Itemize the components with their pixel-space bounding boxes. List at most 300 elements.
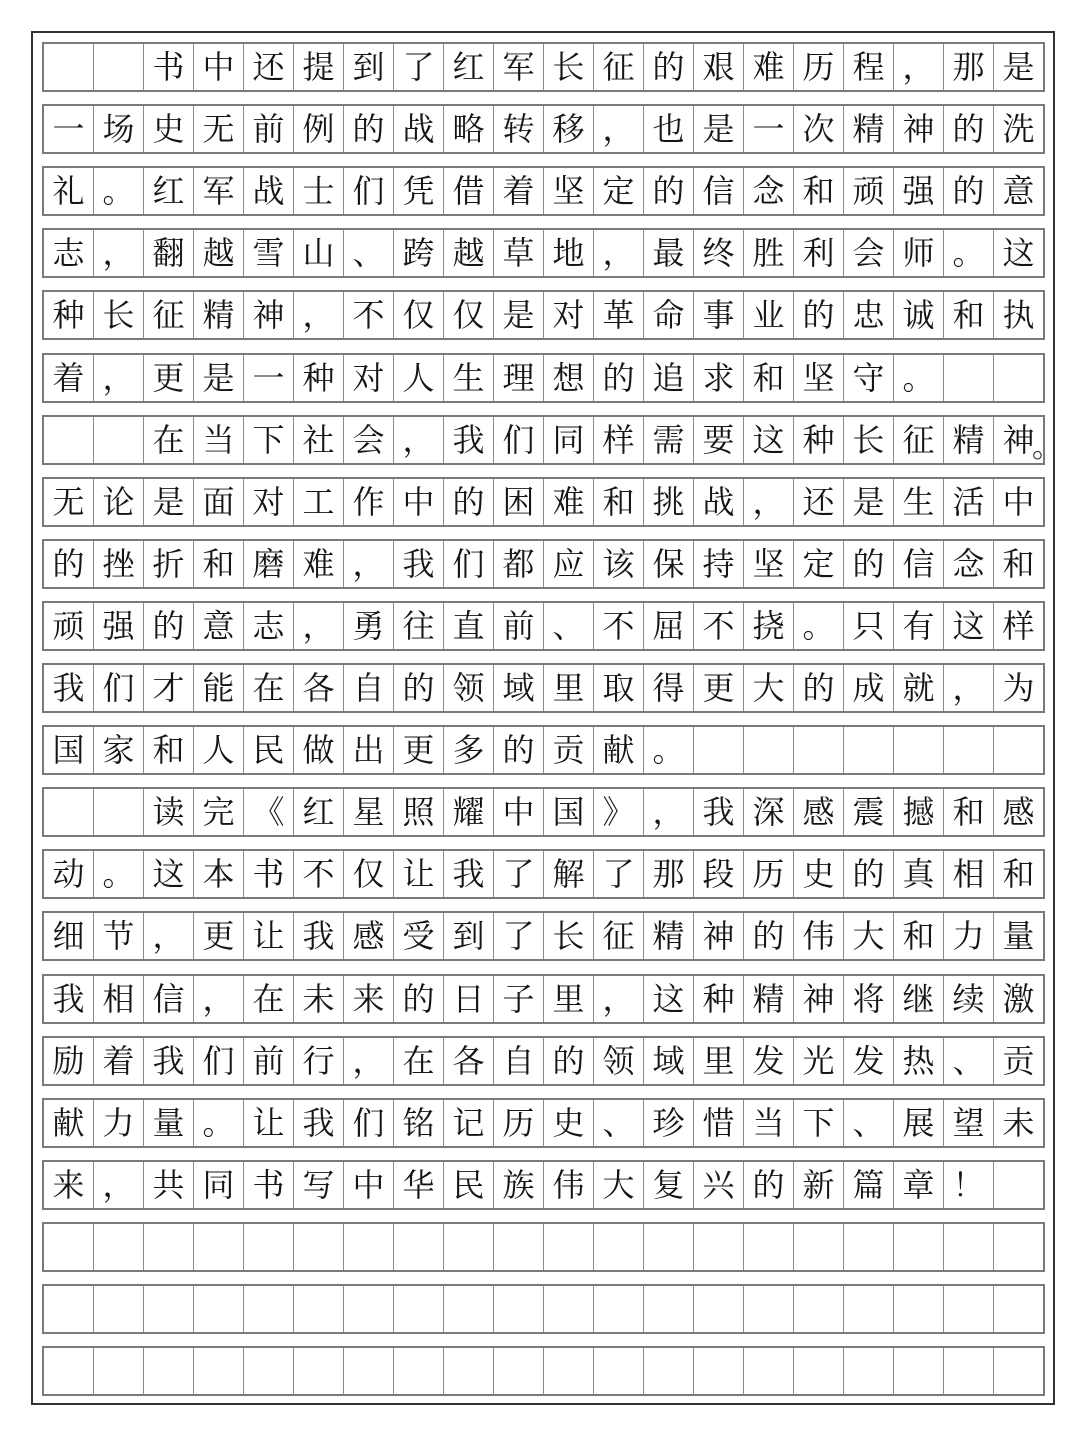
grid-cell: 下 <box>244 417 294 463</box>
grid-cell: 的 <box>394 976 444 1022</box>
grid-cell: 坚 <box>744 541 794 587</box>
grid-cell: 事 <box>694 292 744 338</box>
grid-cell: ， <box>394 417 444 463</box>
grid-cell: 人 <box>394 355 444 401</box>
grid-cell <box>394 1348 444 1394</box>
grid-cell: 》 <box>594 789 644 835</box>
grid-cell <box>444 1348 494 1394</box>
grid-cell: 史 <box>144 106 194 152</box>
grid-cell: 追 <box>644 355 694 401</box>
grid-cell <box>44 1348 94 1394</box>
grid-cell: 胜 <box>744 230 794 276</box>
grid-cell: 共 <box>144 1162 194 1208</box>
grid-cell: 动 <box>44 851 94 897</box>
grid-cell: 力 <box>94 1100 144 1146</box>
grid-cell: 红 <box>144 168 194 214</box>
grid-cell: 还 <box>244 44 294 90</box>
grid-cell <box>194 1286 244 1332</box>
grid-cell: 大 <box>594 1162 644 1208</box>
grid-cell <box>994 1348 1043 1394</box>
grid-cell: 和 <box>744 355 794 401</box>
grid-cell: 长 <box>844 417 894 463</box>
grid-cell: 。 <box>194 1100 244 1146</box>
grid-cell: 我 <box>694 789 744 835</box>
grid-cell: 战 <box>394 106 444 152</box>
grid-cell: ， <box>94 230 144 276</box>
grid-cell: 更 <box>144 355 194 401</box>
grid-cell: 不 <box>294 851 344 897</box>
grid-cell: 那 <box>944 44 994 90</box>
grid-cell: 。 <box>644 727 694 773</box>
overflow-punctuation: 。 <box>1032 430 1062 465</box>
grid-cell: 的 <box>644 44 694 90</box>
grid-row <box>42 601 1045 651</box>
grid-cell: 受 <box>394 913 444 959</box>
grid-cell: 转 <box>494 106 544 152</box>
grid-cell: 献 <box>594 727 644 773</box>
grid-cell: 要 <box>694 417 744 463</box>
grid-cell: 新 <box>794 1162 844 1208</box>
grid-cell: 各 <box>444 1038 494 1084</box>
grid-cell: 种 <box>794 417 844 463</box>
grid-cell: 难 <box>294 541 344 587</box>
grid-cell: 让 <box>394 851 444 897</box>
grid-cell: 书 <box>244 1162 294 1208</box>
grid-cell: 和 <box>1002 545 1035 583</box>
grid-cell: 革 <box>594 292 644 338</box>
grid-cell: 是 <box>694 106 744 152</box>
grid-cell <box>894 1348 944 1394</box>
grid-cell: 做 <box>294 727 344 773</box>
grid-cell <box>244 1286 294 1332</box>
grid-cell <box>44 417 94 463</box>
grid-cell: ， <box>344 1038 394 1084</box>
grid-row <box>42 1346 1045 1396</box>
grid-cell <box>994 1162 1043 1208</box>
grid-cell: 感 <box>794 789 844 835</box>
grid-cell: ， <box>644 789 694 835</box>
grid-cell <box>994 1224 1043 1270</box>
grid-cell: 励 <box>44 1038 94 1084</box>
grid-cell: 的 <box>444 479 494 525</box>
grid-cell: 社 <box>294 417 344 463</box>
grid-cell: 种 <box>694 976 744 1022</box>
grid-cell: 生 <box>444 355 494 401</box>
grid-cell: 会 <box>844 230 894 276</box>
grid-cell: 才 <box>144 665 194 711</box>
grid-cell: 的 <box>644 168 694 214</box>
grid-cell: 的 <box>44 541 94 587</box>
grid-cell: 发 <box>844 1038 894 1084</box>
grid-cell: 来 <box>44 1162 94 1208</box>
grid-cell <box>844 1224 894 1270</box>
grid-cell: 更 <box>194 913 244 959</box>
grid-cell: 篇 <box>844 1162 894 1208</box>
grid-cell <box>144 1348 194 1394</box>
grid-cell: 撼 <box>894 789 944 835</box>
grid-cell: 忠 <box>844 292 894 338</box>
grid-cell: 们 <box>344 1100 394 1146</box>
grid-cell: 日 <box>444 976 494 1022</box>
grid-cell: 生 <box>894 479 944 525</box>
grid-cell: 的 <box>594 355 644 401</box>
grid-cell: 难 <box>744 44 794 90</box>
grid-cell: 征 <box>894 417 944 463</box>
grid-cell <box>294 1286 344 1332</box>
grid-cell: 伟 <box>544 1162 594 1208</box>
grid-cell <box>594 1348 644 1394</box>
grid-cell: 诚 <box>894 292 944 338</box>
grid-cell: 是 <box>144 479 194 525</box>
grid-cell: 战 <box>694 479 744 525</box>
grid-cell: 顽 <box>44 603 94 649</box>
grid-cell: 命 <box>644 292 694 338</box>
grid-cell: 是 <box>844 479 894 525</box>
grid-cell: ， <box>894 44 944 90</box>
grid-cell <box>494 1348 544 1394</box>
grid-cell: 更 <box>694 665 744 711</box>
grid-cell: 着 <box>494 168 544 214</box>
grid-cell: 伟 <box>794 913 844 959</box>
grid-cell: 的 <box>794 292 844 338</box>
grid-cell: 难 <box>544 479 594 525</box>
grid-cell <box>294 1348 344 1394</box>
grid-cell: 对 <box>244 479 294 525</box>
grid-cell: 当 <box>194 417 244 463</box>
grid-cell: 和 <box>794 168 844 214</box>
grid-cell: 。 <box>894 355 944 401</box>
grid-cell: 越 <box>194 230 244 276</box>
grid-cell <box>894 1286 944 1332</box>
grid-cell: 还 <box>794 479 844 525</box>
grid-cell <box>94 1224 144 1270</box>
grid-row <box>42 1222 1045 1272</box>
grid-cell: 坚 <box>794 355 844 401</box>
grid-row <box>42 539 1045 589</box>
grid-cell: 为 <box>1002 669 1035 707</box>
grid-cell: 到 <box>344 44 394 90</box>
grid-cell: 和 <box>144 727 194 773</box>
grid-row <box>42 974 1045 1024</box>
grid-row <box>42 1098 1045 1148</box>
grid-cell: 展 <box>894 1100 944 1146</box>
grid-cell: 兴 <box>694 1162 744 1208</box>
grid-cell: 精 <box>844 106 894 152</box>
grid-cell: ， <box>144 913 194 959</box>
grid-cell: 更 <box>394 727 444 773</box>
grid-cell <box>444 1286 494 1332</box>
grid-cell: 一 <box>744 106 794 152</box>
grid-cell: 信 <box>144 976 194 1022</box>
grid-cell: 自 <box>494 1038 544 1084</box>
grid-cell: 在 <box>394 1038 444 1084</box>
grid-cell: 这 <box>144 851 194 897</box>
grid-cell <box>594 1286 644 1332</box>
grid-cell <box>744 1348 794 1394</box>
grid-cell: 当 <box>744 1100 794 1146</box>
grid-cell: 师 <box>894 230 944 276</box>
grid-cell: 挠 <box>744 603 794 649</box>
grid-cell: 直 <box>444 603 494 649</box>
grid-cell: 征 <box>594 44 644 90</box>
grid-cell: 终 <box>694 230 744 276</box>
grid-cell <box>144 1224 194 1270</box>
grid-cell: ， <box>94 1162 144 1208</box>
grid-cell: 草 <box>494 230 544 276</box>
grid-cell: 着 <box>94 1038 144 1084</box>
grid-cell: 史 <box>544 1100 594 1146</box>
grid-cell <box>944 1224 994 1270</box>
grid-cell: 是 <box>1002 48 1035 86</box>
grid-cell: 屈 <box>644 603 694 649</box>
grid-cell: 信 <box>694 168 744 214</box>
grid-cell: 仅 <box>444 292 494 338</box>
grid-cell: 仅 <box>344 851 394 897</box>
grid-cell <box>94 44 144 90</box>
grid-cell: ， <box>594 106 644 152</box>
grid-cell: 各 <box>294 665 344 711</box>
grid-cell <box>944 727 994 773</box>
grid-row <box>42 663 1045 713</box>
grid-cell: 一 <box>44 106 94 152</box>
grid-cell <box>344 1286 394 1332</box>
grid-cell: 我 <box>394 541 444 587</box>
grid-cell: 守 <box>844 355 894 401</box>
grid-cell <box>344 1224 394 1270</box>
grid-cell <box>894 1224 944 1270</box>
grid-cell <box>644 1224 694 1270</box>
grid-cell: 我 <box>444 417 494 463</box>
grid-row <box>42 415 1045 465</box>
grid-cell: 里 <box>694 1038 744 1084</box>
grid-cell <box>794 727 844 773</box>
grid-cell: 国 <box>44 727 94 773</box>
grid-cell: 记 <box>444 1100 494 1146</box>
grid-cell: 是 <box>194 355 244 401</box>
grid-cell: 越 <box>444 230 494 276</box>
grid-cell: 、 <box>344 230 394 276</box>
grid-cell: 应 <box>544 541 594 587</box>
grid-cell: 这 <box>744 417 794 463</box>
grid-cell: 只 <box>844 603 894 649</box>
grid-cell <box>944 1348 994 1394</box>
grid-cell <box>44 789 94 835</box>
grid-cell: 征 <box>594 913 644 959</box>
grid-cell <box>94 1286 144 1332</box>
grid-cell: 对 <box>344 355 394 401</box>
grid-cell: 凭 <box>394 168 444 214</box>
grid-cell: 出 <box>344 727 394 773</box>
grid-cell: 同 <box>194 1162 244 1208</box>
grid-cell: 大 <box>744 665 794 711</box>
grid-row <box>42 1284 1045 1334</box>
grid-cell <box>894 727 944 773</box>
grid-cell <box>444 1224 494 1270</box>
grid-cell: 中 <box>494 789 544 835</box>
grid-cell: 书 <box>144 44 194 90</box>
grid-row <box>42 104 1045 154</box>
grid-cell <box>544 1348 594 1394</box>
grid-cell: 持 <box>694 541 744 587</box>
grid-cell: 力 <box>944 913 994 959</box>
grid-cell <box>994 355 1043 401</box>
grid-cell: 继 <box>894 976 944 1022</box>
grid-cell: 量 <box>1002 917 1035 955</box>
grid-cell: 未 <box>1002 1104 1035 1142</box>
grid-cell: 执 <box>1002 296 1035 334</box>
grid-cell: 我 <box>144 1038 194 1084</box>
grid-cell: 耀 <box>444 789 494 835</box>
grid-cell: 仅 <box>394 292 444 338</box>
grid-cell: 热 <box>894 1038 944 1084</box>
grid-cell <box>94 789 144 835</box>
grid-cell: 解 <box>544 851 594 897</box>
grid-cell: 意 <box>1002 172 1035 210</box>
grid-cell: ， <box>94 355 144 401</box>
grid-cell: 的 <box>744 913 794 959</box>
grid-cell: 就 <box>894 665 944 711</box>
grid-cell: 史 <box>794 851 844 897</box>
grid-cell: 借 <box>444 168 494 214</box>
grid-cell: 我 <box>444 851 494 897</box>
grid-cell: 不 <box>694 603 744 649</box>
grid-row <box>42 477 1045 527</box>
grid-cell: ！ <box>944 1162 994 1208</box>
grid-cell: 了 <box>394 44 444 90</box>
grid-cell: 震 <box>844 789 894 835</box>
grid-cell: 里 <box>544 665 594 711</box>
grid-cell: 洗 <box>1002 110 1035 148</box>
grid-cell: 望 <box>944 1100 994 1146</box>
grid-cell: 着 <box>44 355 94 401</box>
grid-cell <box>744 1224 794 1270</box>
grid-cell: 坚 <box>544 168 594 214</box>
grid-cell: 无 <box>194 106 244 152</box>
grid-cell: 顽 <box>844 168 894 214</box>
grid-cell: 和 <box>594 479 644 525</box>
grid-cell: 铭 <box>394 1100 444 1146</box>
grid-cell: 同 <box>544 417 594 463</box>
grid-cell: 样 <box>1002 607 1035 645</box>
grid-cell <box>644 1286 694 1332</box>
grid-cell: 们 <box>444 541 494 587</box>
grid-cell <box>794 1348 844 1394</box>
grid-cell: 军 <box>194 168 244 214</box>
grid-cell: 的 <box>794 665 844 711</box>
grid-cell: 程 <box>844 44 894 90</box>
grid-cell: 无 <box>44 479 94 525</box>
grid-cell <box>244 1348 294 1394</box>
grid-cell: 场 <box>94 106 144 152</box>
grid-cell: 发 <box>744 1038 794 1084</box>
grid-cell: 感 <box>344 913 394 959</box>
grid-row <box>42 1160 1045 1210</box>
grid-cell: 的 <box>944 106 994 152</box>
grid-cell: 域 <box>494 665 544 711</box>
grid-cell <box>544 1224 594 1270</box>
grid-cell: 节 <box>94 913 144 959</box>
grid-cell: 和 <box>944 789 994 835</box>
grid-cell <box>194 1348 244 1394</box>
grid-cell: 业 <box>744 292 794 338</box>
grid-cell: 族 <box>494 1162 544 1208</box>
grid-cell: 和 <box>194 541 244 587</box>
grid-cell: ， <box>594 976 644 1022</box>
grid-cell: 中 <box>394 479 444 525</box>
grid-cell: 军 <box>494 44 544 90</box>
grid-cell: 激 <box>1002 980 1035 1018</box>
grid-cell: 民 <box>244 727 294 773</box>
grid-cell: 我 <box>44 976 94 1022</box>
grid-cell: 的 <box>494 727 544 773</box>
grid-cell: 想 <box>544 355 594 401</box>
grid-cell: 作 <box>344 479 394 525</box>
grid-cell: ， <box>594 230 644 276</box>
grid-cell: 本 <box>194 851 244 897</box>
grid-cell: 历 <box>494 1100 544 1146</box>
grid-cell: 让 <box>244 1100 294 1146</box>
grid-cell <box>744 1286 794 1332</box>
grid-cell: 在 <box>144 417 194 463</box>
grid-cell: 、 <box>594 1100 644 1146</box>
grid-cell: 需 <box>644 417 694 463</box>
grid-cell: 有 <box>894 603 944 649</box>
grid-cell: 我 <box>294 913 344 959</box>
grid-cell: 精 <box>194 292 244 338</box>
grid-cell: 神 <box>244 292 294 338</box>
grid-cell <box>44 1286 94 1332</box>
grid-cell <box>94 417 144 463</box>
grid-cell: 强 <box>894 168 944 214</box>
grid-cell: 磨 <box>244 541 294 587</box>
grid-cell: 未 <box>294 976 344 1022</box>
grid-cell: 到 <box>444 913 494 959</box>
grid-cell <box>694 1348 744 1394</box>
grid-cell: 地 <box>544 230 594 276</box>
grid-cell: 复 <box>644 1162 694 1208</box>
grid-cell: 往 <box>394 603 444 649</box>
grid-cell: 长 <box>94 292 144 338</box>
grid-cell: 困 <box>494 479 544 525</box>
grid-cell: 相 <box>94 976 144 1022</box>
grid-cell: 历 <box>744 851 794 897</box>
grid-cell <box>394 1286 444 1332</box>
grid-cell: 自 <box>344 665 394 711</box>
grid-cell: 感 <box>1002 793 1035 831</box>
grid-cell <box>294 1224 344 1270</box>
grid-cell <box>694 1224 744 1270</box>
grid-cell: 理 <box>494 355 544 401</box>
grid-cell: 中 <box>344 1162 394 1208</box>
grid-cell: 们 <box>494 417 544 463</box>
grid-cell: 国 <box>544 789 594 835</box>
grid-cell: 挑 <box>644 479 694 525</box>
grid-cell: 人 <box>194 727 244 773</box>
grid-cell: 都 <box>494 541 544 587</box>
grid-cell: 雪 <box>244 230 294 276</box>
grid-cell: 历 <box>794 44 844 90</box>
grid-cell: 里 <box>544 976 594 1022</box>
grid-cell: 惜 <box>694 1100 744 1146</box>
grid-cell <box>844 727 894 773</box>
grid-cell <box>594 1224 644 1270</box>
grid-cell <box>944 355 994 401</box>
grid-cell: 、 <box>844 1100 894 1146</box>
grid-cell: 取 <box>594 665 644 711</box>
grid-cell: 和 <box>894 913 944 959</box>
grid-cell: ， <box>944 665 994 711</box>
grid-cell: 写 <box>294 1162 344 1208</box>
